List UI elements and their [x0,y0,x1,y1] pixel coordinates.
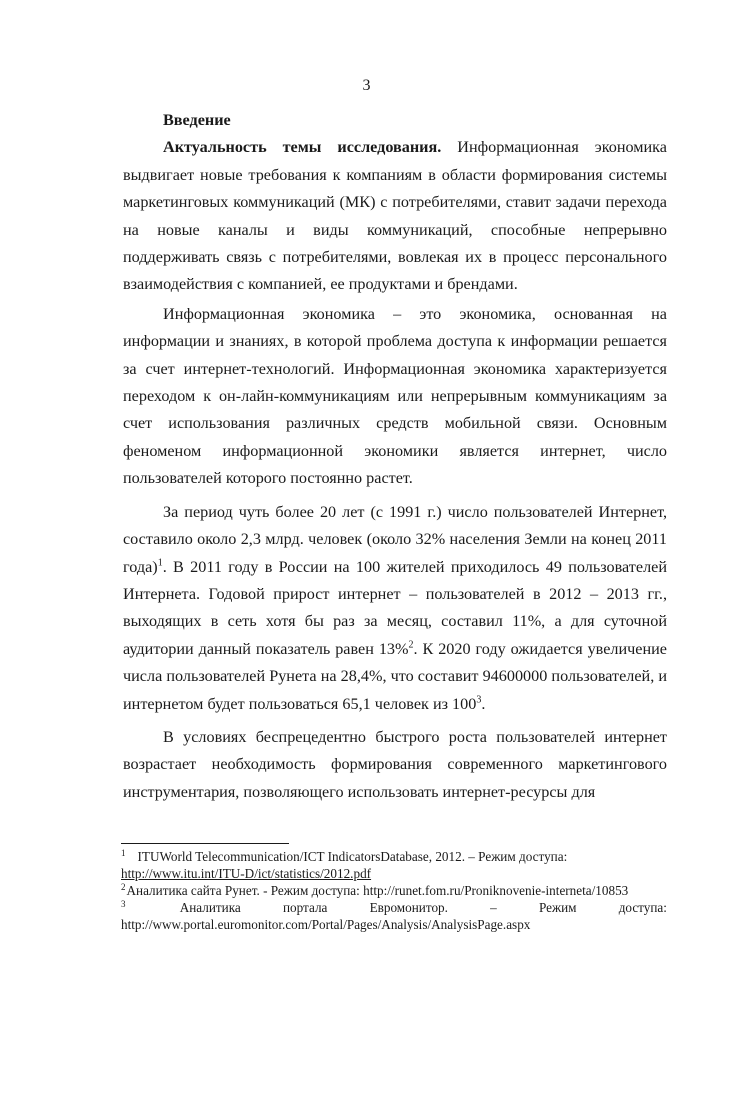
paragraph-text: . В 2011 году в России на 100 жителей приходилось 49 пользователей Интернета. Годовой прирост интернет – пользователей в 2012 – 2013 гг., выходящих в сеть хотя бы раз за месяц, составил 11%, а для суточной аудитории данный показатель равен 13% [123,557,667,658]
footnote-word: портала [282,900,328,915]
footnote-mark: 1 [121,847,126,858]
section-heading: Введение [163,111,231,129]
paragraph-information-economy: Информационная экономика – это экономика, основанная на информации и знаниях, в которой проблема доступа к информации решается за счет интернет-технологий. Информационная экономика характеризуется переходом к он-лайн-коммуникациям или непрерывным коммуникациям за счет использования различных средств мобильной связи. Основным феноменом информационной экономики является интернет, число пользователей которого постоянно растет. [123,304,667,488]
paragraph-lead: Актуальность темы исследования. [163,138,442,157]
footnote-text: Аналитика сайта Рунет. - Режим доступа: http://runet.fom.ru/Proniknovenie-interneta/10853 [126,883,629,898]
footnote-ref-1[interactable]: 1 [157,557,163,569]
footnote-mark: 3 [121,898,126,909]
paragraph-marketing-tools: В условиях беспрецедентно быстрого роста пользователей интернет возрастает необходимость формирования современного маркетингового инструментария, позволяющего использовать интернет-ресурсы для [123,727,667,801]
footnote-mark-wrap [121,899,138,916]
footnote-1 [121,848,667,882]
footnotes [121,848,667,933]
footnote-ref-2[interactable]: 2 [408,639,414,651]
paragraph-text: Информационная экономика выдвигает новые требования к компаниям в области формирования системы маркетинговых коммуникаций (МК) с потребителями, ставит задачи перехода на новые каналы и виды коммуникаций, способные непрерывно поддерживать связь с потребителями, вовлекая их в процесс персонального взаимодействия с компанией, ее продуктами и брендами. [123,138,667,294]
footnote-word: Евромонитор. [369,900,448,915]
footnote-ref-3[interactable]: 3 [476,694,482,706]
footnote-3-url[interactable]: http://www.portal.euromonitor.com/Portal/Pages/Analysis/AnalysisPage.aspx [121,917,531,932]
body-text [123,107,667,806]
footnote-word: Аналитика [179,900,241,915]
footnote-word: Режим [538,900,577,915]
footnote-2 [121,882,667,899]
footnote-word: доступа: [618,900,667,915]
paragraph-text: . К 2020 году ожидается увеличение числа пользователей Рунета на 28,4%, что составит 94600000 пользователей, и интернетом будет пользоваться 65,1 человек из 100 [123,639,667,713]
footnote-link[interactable]: http://www.itu.int/ITU-D/ict/statistics/2012.pdf [121,866,372,881]
paragraph-text: За период чуть более 20 лет (с 1991 г.) число пользователей Интернет, составило около 2,3 млрд. человек (около 32% населения Земли на конец 2011 года) [123,502,667,576]
footnote-3 [121,899,667,916]
footnote-word: – [490,900,497,915]
paragraph-internet-users [123,499,667,718]
page-number: 3 [362,77,371,94]
footnote-mark: 2 [121,881,126,892]
footnote-divider [121,843,289,844]
paragraph-relevance [123,134,667,298]
footnote-text: ITUWorld Telecommunication/ICT IndicatorsDatabase, 2012. – Режим доступа: [137,849,568,864]
paragraph-text: . [481,694,486,713]
